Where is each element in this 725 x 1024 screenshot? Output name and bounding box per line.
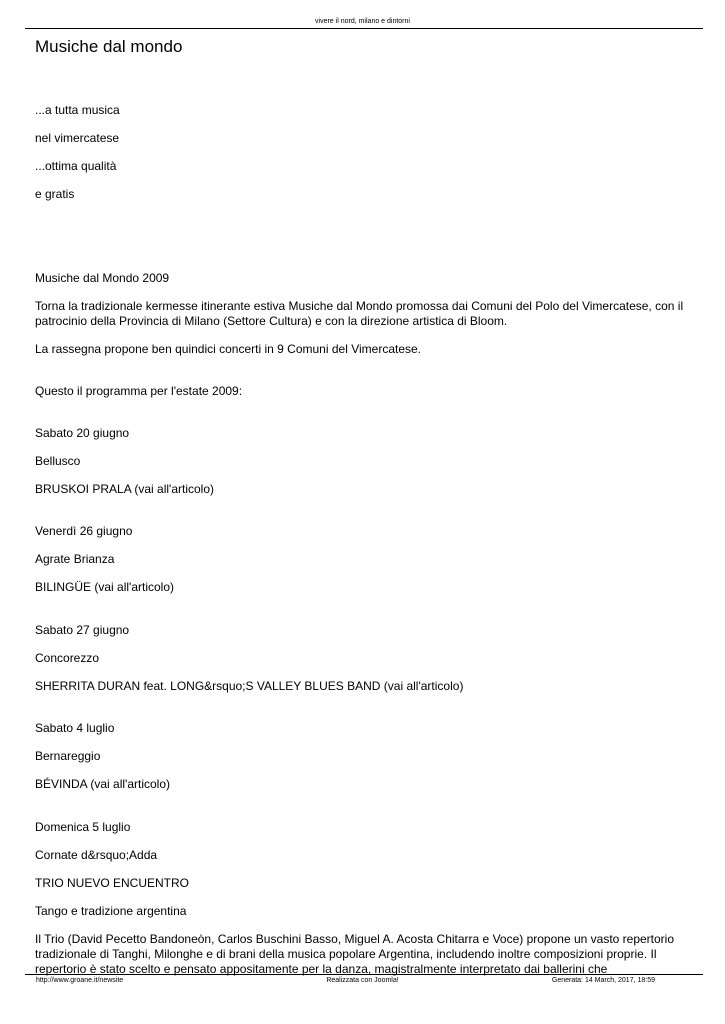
event-place: Agrate Brianza <box>35 552 115 566</box>
event-date: Domenica 5 luglio <box>35 820 131 834</box>
intro-line: nel vimercatese <box>35 131 120 145</box>
event-place: Concorezzo <box>35 651 100 665</box>
intro-line: ...a tutta musica <box>35 103 120 117</box>
event-place: Cornate d&rsquo;Adda <box>35 848 158 862</box>
trio-paragraph: Il Trio (David Pecetto Bandoneòn, Carlos Buschini Basso, Miguel A. Acosta Chitarra e Voce) propone un vasto repertorio tradizionale di Tanghi, Milonghe e di brani della musica popolare Argentina, includendo inoltre composizioni proprie. Il repertorio è stato scelto e pensato appositamente per la danza, magistralmente interpretato dai ballerini che <box>35 932 675 976</box>
header-divider <box>25 28 703 29</box>
event-place: Bellusco <box>35 454 81 468</box>
program-intro: Questo il programma per l'estate 2009: <box>35 384 243 398</box>
footer-divider <box>25 974 703 975</box>
event-date: Sabato 20 giugno <box>35 426 130 440</box>
event-subtitle: Tango e tradizione argentina <box>35 904 187 918</box>
event-act: SHERRITA DURAN feat. LONG&rsquo;S VALLEY BLUES BAND (vai all'articolo) <box>35 679 464 693</box>
event-act: TRIO NUEVO ENCUENTRO <box>35 876 190 890</box>
intro-paragraph: Torna la tradizionale kermesse itinerante estiva Musiche dal Mondo promossa dai Comuni del Polo del Vimercatese, con il patrocinio della Provincia di Milano (Settore Cultura) e con la direzione artistica di Bloom. <box>35 299 684 328</box>
event-act: BRUSKOI PRALA (vai all'articolo) <box>35 482 215 496</box>
event-act: BILINGÜE (vai all'articolo) <box>35 580 174 594</box>
event-title: Musiche dal Mondo 2009 <box>35 271 170 285</box>
footer-generated: Generata: 14 March, 2017, 18:59 <box>551 977 655 984</box>
event-act: BÉVINDA (vai all'articolo) <box>35 777 170 791</box>
event-date: Sabato 4 luglio <box>35 721 115 735</box>
site-tagline: vivere il nord, milano e dintorni <box>315 18 410 25</box>
footer-powered-by: Realizzata con Joomla! <box>326 977 399 984</box>
page-title: Musiche dal mondo <box>35 37 183 56</box>
footer-url: http://www.groane.it/newsite <box>36 977 124 984</box>
intro-line: ...ottima qualità <box>35 159 117 173</box>
summary-paragraph: La rassegna propone ben quindici concerti in 9 Comuni del Vimercatese. <box>35 342 422 356</box>
intro-line: e gratis <box>35 187 75 201</box>
event-place: Bernareggio <box>35 749 101 763</box>
event-date: Venerdì 26 giugno <box>35 524 133 538</box>
event-date: Sabato 27 giugno <box>35 623 130 637</box>
